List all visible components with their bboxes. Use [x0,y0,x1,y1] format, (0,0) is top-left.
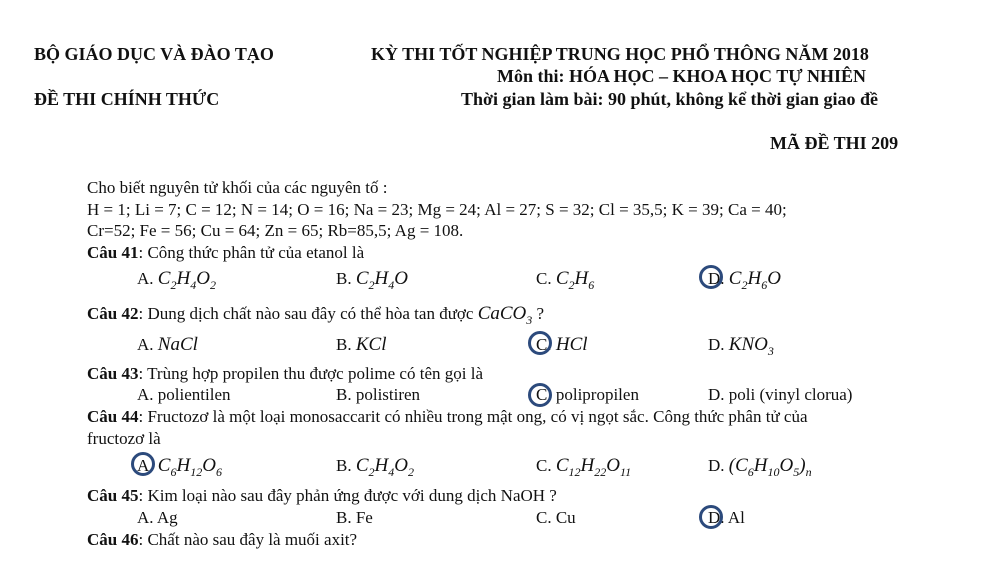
q41-option-d: D. $C_2H_6O$ [708,268,781,292]
q43-option-b: B. polistiren [336,385,421,404]
answer-circle [699,505,723,529]
q44-option-c: C. $C_{12}H_{22}O_{11}$ [536,455,632,479]
ministry: BỘ GIÁO DỤC VÀ ĐÀO TẠO [34,44,274,64]
q42-option-a: A. NaCl [137,334,198,355]
question-45: Câu 45: Kim loại nào sau đây phản ứng được với dung dịch NaOH ? [87,486,557,505]
q43-option-d: D. poli (vinyl clorua) [708,385,853,404]
exam-time: Thời gian làm bài: 90 phút, không kể thời gian giao đề [461,89,879,109]
exam-subject: Môn thi: HÓA HỌC – KHOA HỌC TỰ NHIÊN [497,66,867,86]
exam-code: MÃ ĐỀ THI 209 [770,133,899,153]
q41-option-c: C. $C_2H_6$ [536,268,595,292]
answer-circle [528,331,552,355]
official-label: ĐỀ THI CHÍNH THỨC [34,89,220,109]
masses-line-2: Cr=52; Fe = 56; Cu = 64; Zn = 65; Rb=85,5; Ag = 108. [87,221,464,240]
answer-circle [528,383,552,407]
q44-option-b: B. $C_2H_4O_2$ [336,455,414,479]
q45-option-d: D. Al [708,508,745,527]
q44-option-a: A. $C_6H_{12}O_6$ [137,455,222,479]
question-41: Câu 41: Công thức phân tử của etanol là [87,243,365,262]
answer-circle [131,452,155,476]
q43-option-a: A. polientilen [137,385,231,404]
q42-option-d: D. $KNO_3$ [708,334,774,358]
question-44-cont: fructozơ là [87,429,161,448]
q43-option-c: C. polipropilen [536,385,639,404]
question-43: Câu 43: Trùng hợp propilen thu được polime có tên gọi là [87,364,483,383]
q45-option-c: C. Cu [536,508,576,527]
question-42: Câu 42: Dung dịch chất nào sau đây có thể hòa tan được CaCO$_3$ ? [87,303,545,327]
masses-line-1: H = 1; Li = 7; C = 12; N = 14; O = 16; Na = 23; Mg = 24; Al = 27; S = 32; Cl = 35,5; K = 39; Ca = 40; [87,200,787,219]
q42-option-c: C. HCl [536,334,588,355]
q45-option-b: B. Fe [336,508,373,527]
q44-option-d: D. $(C_6H_{10}O_5)_n$ [708,455,812,479]
masses-intro: Cho biết nguyên tử khối của các nguyên tố : [87,178,388,197]
q42-option-b: B. KCl [336,334,387,355]
q41-option-a: A. $C_2H_4O_2$ [137,268,216,292]
q41-option-b: B. $C_2H_4O$ [336,268,408,292]
question-46: Câu 46: Chất nào sau đây là muối axit? [87,530,358,549]
question-44: Câu 44: Fructozơ là một loại monosaccarit có nhiều trong mật ong, có vị ngọt sắc. Công thức phân tử của [87,407,808,426]
q45-option-a: A. Ag [137,508,178,527]
answer-circle [699,265,723,289]
exam-title: KỲ THI TỐT NGHIỆP TRUNG HỌC PHỔ THÔNG NĂM 2018 [371,44,869,64]
